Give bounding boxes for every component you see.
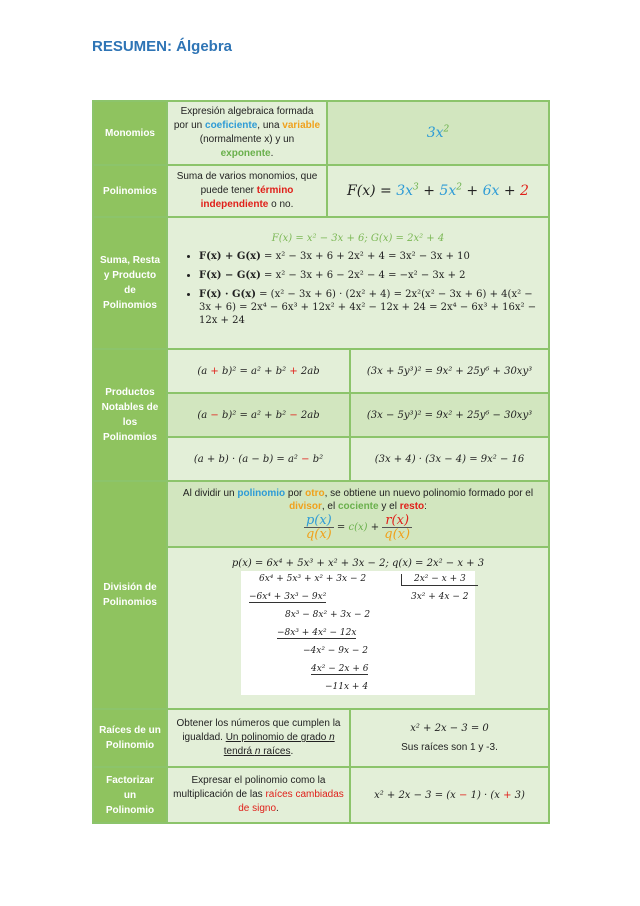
row-suma	[93, 217, 549, 349]
list-item: • F(x) − G(x) = x² − 3x + 6 − 2x² − 4 = −x² − 3x + 2	[199, 269, 543, 282]
division-description: Al dividir un polinomio por otro, se obtiene un nuevo polinomio formado por el divisor, el cociente y el resto: $\frac{p(x)}{q(x)}$ = c(x) + $\frac{r(x)}{q(x)}$	[167, 481, 549, 547]
row-productos-1	[93, 349, 549, 393]
division-line: −11x + 4	[325, 682, 369, 692]
suma-definitions: F(x) = x² − 3x + 6; G(x) = 2x² + 4	[271, 233, 445, 244]
producto-formula-1: (a + b)² = a² + b² + 2ab	[167, 349, 350, 393]
producto-example-1: (3x + 5y³)² = 9x² + 25y⁶ + 30xy³	[350, 349, 549, 393]
keyword-variable: variable	[282, 120, 321, 131]
monomios-description: Expresión algebraica formada por un coeficiente, una variable (normalmente x) y un exponente.	[167, 101, 327, 165]
list-item: • F(x) + G(x) = x² − 3x + 6 + 2x² + 4 = 3x² − 3x + 10	[199, 250, 543, 263]
row-factorizar	[93, 767, 549, 823]
division-line: −4x² − 9x − 2	[303, 646, 369, 656]
producto-formula-3: (a + b) · (a − b) = a² − b²	[167, 437, 350, 481]
list-item: • F(x) · G(x) = (x² − 3x + 6) · (2x² + 4) = 2x²(x² − 3x + 6) + 4(x² − 3x + 6) = 2x⁴ − 6x³ + 12x² + 4x² − 12x + 24 = 2x⁴ − 6x³ + 16x² − 12x + 24	[199, 288, 543, 327]
keyword-raices-cambiadas: raíces cambiadas de signo	[238, 789, 344, 814]
division-example-text: p(x) = 6x⁴ + 5x³ + x² + 3x − 2; q(x) = 2x² − x + 3	[231, 558, 485, 569]
monomios-example: $3x^2$	[327, 101, 549, 165]
label-polinomios: Polinomios	[93, 165, 167, 217]
polinomios-example: $F(x) = 3x^3 + 5x^2 + 6x + 2$	[327, 165, 549, 217]
row-division-1	[93, 481, 549, 547]
factorizar-example: x² + 2x − 3 = (x − 1) · (x + 3)	[350, 767, 549, 823]
label-division: División de Polinomios	[93, 481, 167, 709]
division-line: −6x⁴ + 3x³ − 9x²	[249, 592, 327, 602]
producto-example-2: (3x − 5y³)² = 9x² + 25y⁶ − 30xy³	[350, 393, 549, 437]
suma-content	[167, 217, 549, 349]
factorizar-description: Expresar el polinomio como la multiplicación de las raíces cambiadas de signo.	[167, 767, 350, 823]
row-polinomios	[93, 165, 549, 217]
producto-example-3: (3x + 4) · (3x − 4) = 9x² − 16	[350, 437, 549, 481]
label-productos: Productos Notables de los Polinomios	[93, 349, 167, 481]
division-line: −8x³ + 4x² − 12x	[277, 628, 357, 638]
division-formula: $\frac{p(x)}{q(x)}$ = c(x) + $\frac{r(x)}{q(x)}$	[305, 513, 411, 542]
keyword-termino: término independiente	[200, 185, 294, 210]
long-division	[241, 571, 475, 695]
summary-table	[92, 100, 550, 824]
raices-solution: Sus raíces son 1 y -3.	[401, 742, 498, 753]
label-raices: Raíces de un Polinomio	[93, 709, 167, 767]
division-line: 8x³ − 8x² + 3x − 2	[285, 610, 371, 620]
label-suma: Suma, Resta y Producto de Polinomios	[93, 217, 167, 349]
division-line: 6x⁴ + 5x³ + x² + 3x − 2	[259, 574, 367, 584]
keyword-coeficiente: coeficiente	[205, 120, 258, 131]
quotient: 3x² + 4x − 2	[411, 592, 469, 602]
row-raices	[93, 709, 549, 767]
raices-example	[350, 709, 549, 767]
division-line: 4x² − 2x + 6	[311, 664, 369, 674]
keyword-exponente: exponente	[220, 148, 271, 159]
raices-description: Obtener los números que cumplen la igualdad. Un polinomio de grado n tendrá n raíces.	[167, 709, 350, 767]
label-factorizar: Factorizar un Polinomio	[93, 767, 167, 823]
division-example	[167, 547, 549, 709]
divisor: 2x² − x + 3	[401, 574, 478, 586]
page-title: RESUMEN: Álgebra	[92, 38, 233, 55]
producto-formula-2: (a − b)² = a² + b² − 2ab	[167, 393, 350, 437]
row-monomios	[93, 101, 549, 165]
label-monomios: Monomios	[93, 101, 167, 165]
polinomios-description: Suma de varios monomios, que puede tener término independiente o no.	[167, 165, 327, 217]
suma-list	[173, 250, 543, 327]
raices-equation: x² + 2x − 3 = 0	[410, 723, 489, 734]
